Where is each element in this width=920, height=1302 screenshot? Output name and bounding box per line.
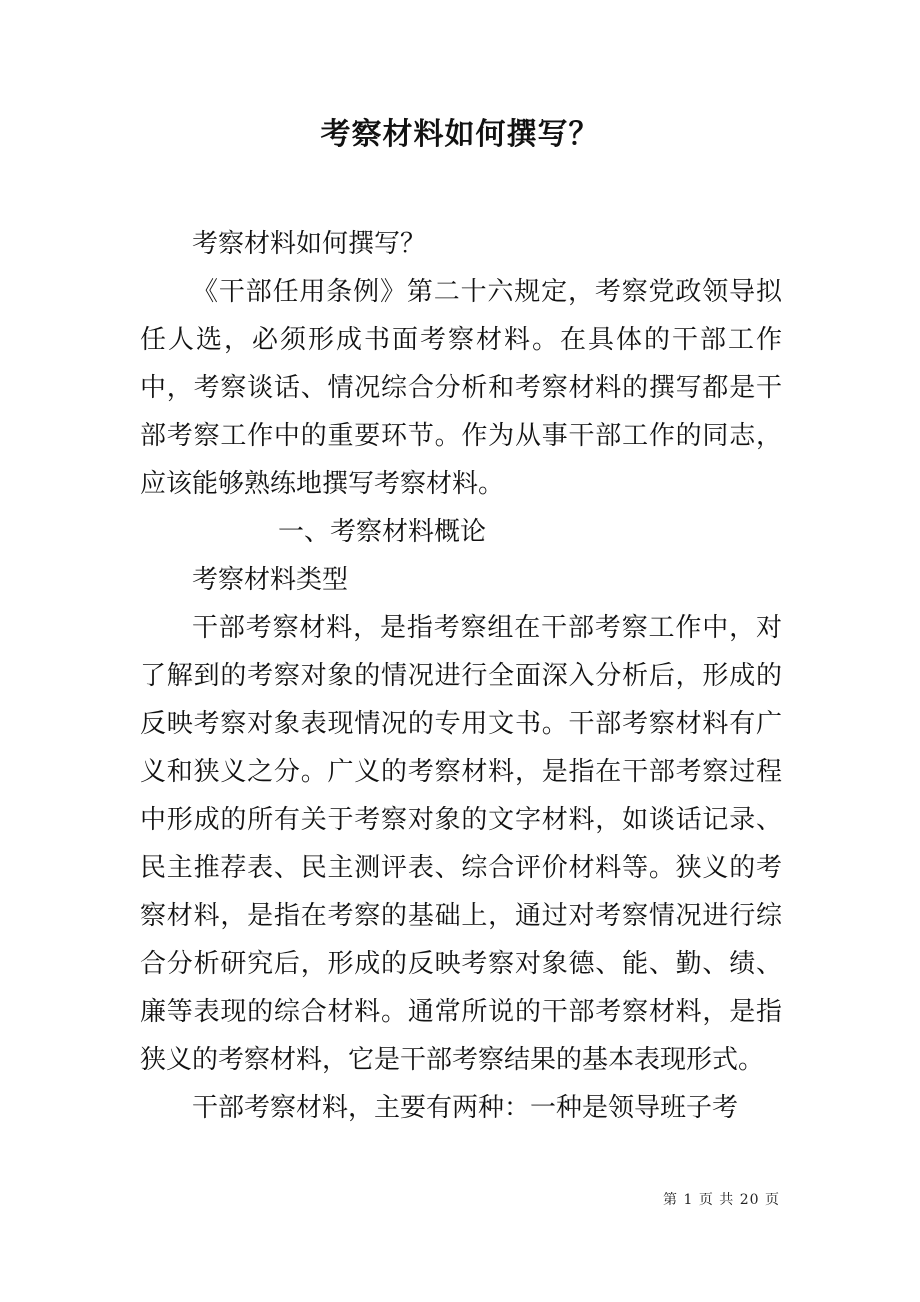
subsection-heading: 考察材料类型 — [192, 565, 349, 595]
paragraph-definition: 干部考察材料，是指考察组在干部考察工作中，对了解到的考察对象的情况进行全面深入分析后，形成的反映考察对象表现情况的专用文书。干部考察材料有广义和狭义之分。广义的考察材料，是指在干部考察过程中形成的所有关于考察对象的文字材料，如谈话记录、民主推荐表、民主测评表、综合评价材料等。狭义的考察材料，是指在考察的基础上，通过对考察情况进行综合分析研究后，形成的反映考察对象德、能、勤、绩、廉等表现的综合材料。通常所说的干部考察材料，是指狭义的考察材料，它是干部考察结果的基本表现形式。 — [140, 613, 782, 1075]
document-title: 考察材料如何撰写？ — [320, 117, 600, 152]
document-body — [140, 220, 782, 1132]
paragraph-intro: 《干部任用条例》第二十六规定，考察党政领导拟任人选，必须形成书面考察材料。在具体的干部工作中，考察谈话、情况综合分析和考察材料的撰写都是干部考察工作中的重要环节。作为从事干部工作的同志，应该能够熟练地撰写考察材料。 — [140, 277, 782, 499]
paragraph-types: 干部考察材料，主要有两种：一种是领导班子考 — [192, 1093, 739, 1123]
paragraph-subtitle: 考察材料如何撰写？ — [192, 229, 427, 259]
page-number-footer: 第 1 页 共 20 页 — [663, 1192, 780, 1208]
section-heading: 一、考察材料概论 — [278, 517, 487, 547]
